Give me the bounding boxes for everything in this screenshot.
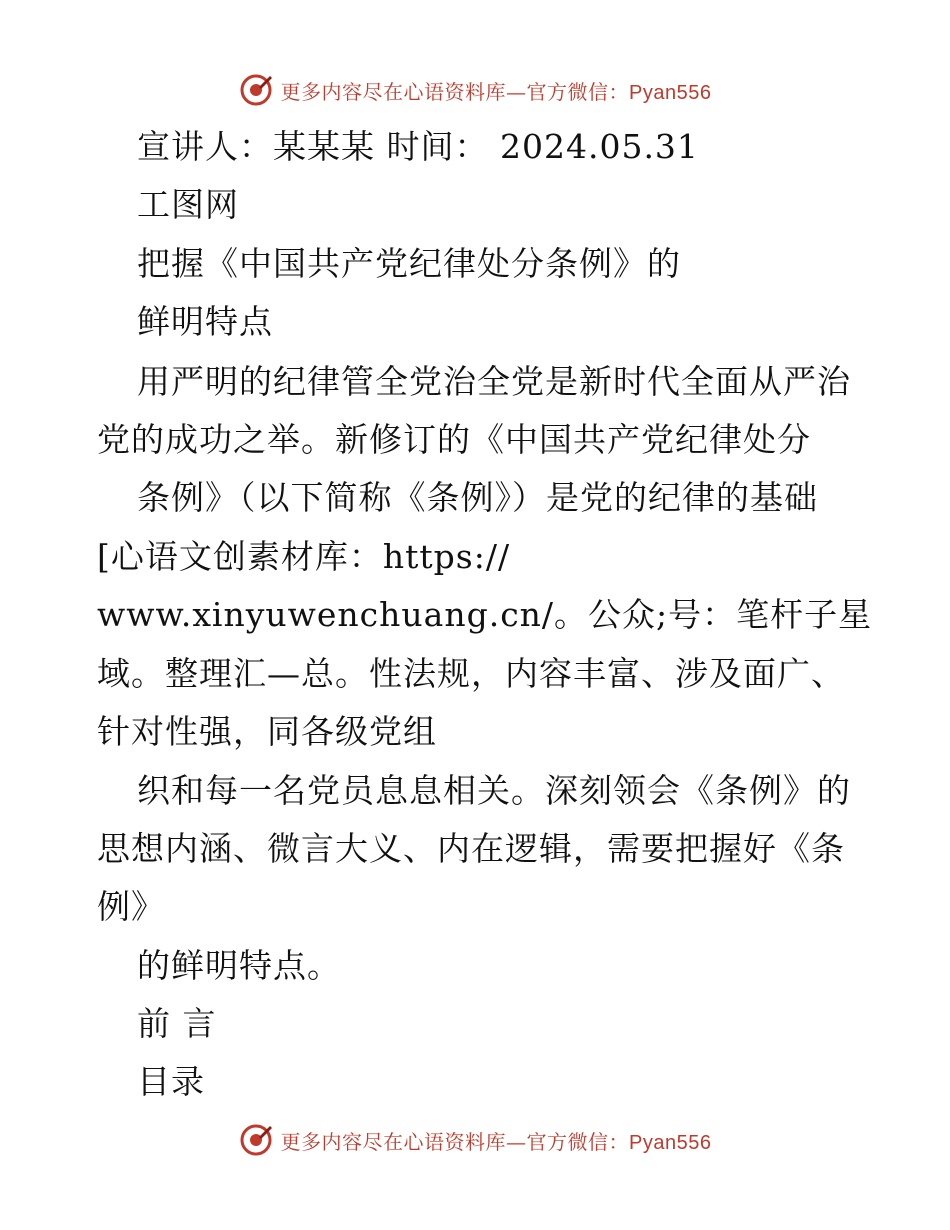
watermark-text: 更多内容尽在心语资料库—官方微信：: [280, 1129, 630, 1154]
title-line-2: 鲜明特点: [137, 302, 273, 341]
body-line: 针对性强，同各级党组: [97, 712, 437, 751]
body-line: 用严明的纪律管全党治全党是新时代全面从严治: [137, 362, 851, 401]
speaker-date-line: 宣讲人：某某某 时间： 2024.05.31: [137, 127, 699, 166]
body-line: 条例》（以下简称《条例》）是党的纪律的基础: [137, 478, 818, 517]
footer-watermark: [0, 1120, 950, 1160]
watermark-text: 更多内容尽在心语资料库—官方微信：: [280, 79, 630, 104]
body-line: www.xinyuwenchuang.cn/。公众;号：笔杆子星: [97, 595, 873, 634]
watermark-wechat-id: Pyan556: [629, 1131, 712, 1154]
title-line-1: 把握《中国共产党纪律处分条例》的: [137, 244, 681, 283]
body-line: 党的成功之举。新修订的《中国共产党纪律处分: [97, 420, 811, 459]
source-line: 工图网: [137, 185, 239, 224]
body-line: 例》: [97, 887, 165, 926]
section-heading-contents: 目录: [137, 1062, 205, 1101]
brush-logo-icon: [239, 1123, 273, 1157]
body-line: 的鲜明特点。: [137, 946, 341, 985]
body-line: [心语文创素材库：https://: [97, 537, 511, 576]
brush-logo-icon: [239, 73, 273, 107]
watermark-wechat-id: Pyan556: [629, 81, 712, 104]
section-heading-foreword: 前 言: [137, 1004, 217, 1043]
body-line: 思想内涵、微言大义、内在逻辑，需要把握好《条: [97, 829, 845, 868]
body-line: 织和每一名党员息息相关。深刻领会《条例》的: [137, 771, 851, 810]
header-watermark: [0, 70, 950, 110]
body-line: 域。整理汇—总。性法规，内容丰富、涉及面广、: [97, 654, 845, 693]
